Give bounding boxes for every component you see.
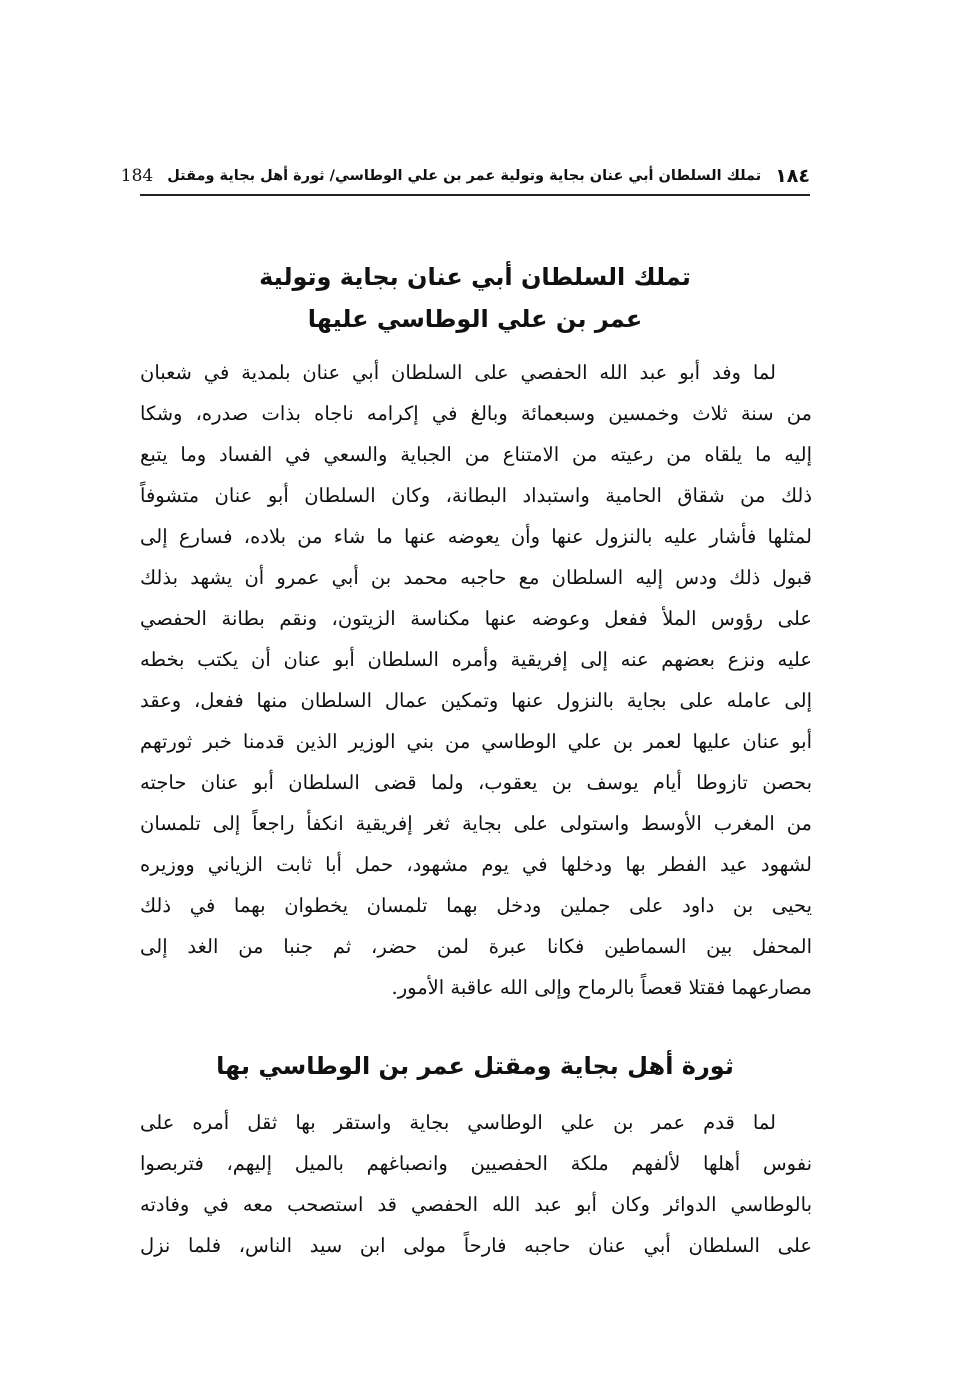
section-title-line: تملك السلطان أبي عنان بجاية وتولية [259,263,691,291]
running-header [120,158,810,196]
page-number-latin: 184 [120,166,154,186]
text-line: بالوطاسي الدوائر وكان أبو عبد الله الحفصي قد استصحب معه في وفادته [140,1193,812,1216]
section-title [140,256,810,340]
text-line: إليه ما يلقاه من رعيته من الامتناع من الجباية والسعي في الفساد وما يتبع [140,443,812,466]
section-body [140,1102,812,1266]
text-line: يحيى بن داود على جملين ودخل بهما تلمسان يخطوان بهما في ذلك [140,894,812,917]
text-line: لما قدم عمر بن علي الوطاسي بجاية واستقر بها ثقل أمره على [140,1111,776,1134]
text-line: المحفل بين السماطين فكانا عبرة لمن حضر، ثم جنبا من الغد إلى [140,935,812,958]
text-line: نفوس أهلها لألفهم ملكة الحفصيين وانصباغهم بالميل إليهم، فتربصوا [140,1152,812,1175]
text-line: من سنة ثلاث وخمسين وسبعمائة وبالغ في إكرامه ناجاه بذات صدره، وشكا [140,402,812,425]
text-line: بحصن تازوطا أيام يوسف بن يعقوب، ولما قضى السلطان أبو عنان حاجته [140,771,812,794]
text-line: لما وفد أبو عبد الله الحفصي على السلطان أبي عنان بلمدية في شعبان [140,361,776,384]
text-line: من المغرب الأوسط واستولى على بجاية ثغر إفريقية انكفأ راجعاً إلى تلمسان [140,812,812,835]
section-body [140,352,812,1008]
text-line: قبول ذلك ودس إليه السلطان مع حاجبه محمد بن أبي عمرو أن يشهد بذلك [140,566,812,589]
section-title-line: عمر بن علي الوطاسي عليها [307,305,643,333]
text-line: لمثلها فأشار عليه بالنزول عنها وأن يعوضه عنها ما شاء من بلاده، فسارع إلى [140,525,812,548]
text-line: ذلك من شقاق الحامية واستبداد البطانة، وكان السلطان أبو عنان متشوفاً [140,484,812,507]
text-line: مصارعهما فقتلا قعصاً بالرماح وإلى الله عاقبة الأمور. [391,976,812,999]
text-line: أبو عنان عليها لعمر بن علي الوطاسي من بني الوزير الذين قدمنا خبر ثورتهم [140,730,812,753]
section-title [140,1045,810,1087]
running-title: تملك السلطان أبي عنان بجاية وتولية عمر بن علي الوطاسي/ ثورة أهل بجاية ومقتل [167,168,762,184]
section-title-line: ثورة أهل بجاية ومقتل عمر بن الوطاسي بها [216,1052,734,1080]
text-line: إلى عامله على بجاية بالنزول عنها وتمكين عمال السلطان منها ففعل، وعقد [140,689,812,712]
page-number-arabic: ١٨٤ [775,165,810,187]
text-line: لشهود عيد الفطر بها ودخلها في يوم مشهود، حمل أبا ثابت الزياني ووزيره [140,853,812,876]
text-line: عليه ونزع بعضهم عنه إلى إفريقية وأمره السلطان أبو عنان أن يكتب بخطه [140,648,812,671]
text-line: على رؤوس الملأ ففعل وعوضه عنها مكناسة الزيتون، ونقم بطانة الحفصي [140,607,812,630]
text-line: على السلطان أبي عنان حاجبه فارحاً مولى ابن سيد الناس، فلما نزل [140,1234,812,1257]
